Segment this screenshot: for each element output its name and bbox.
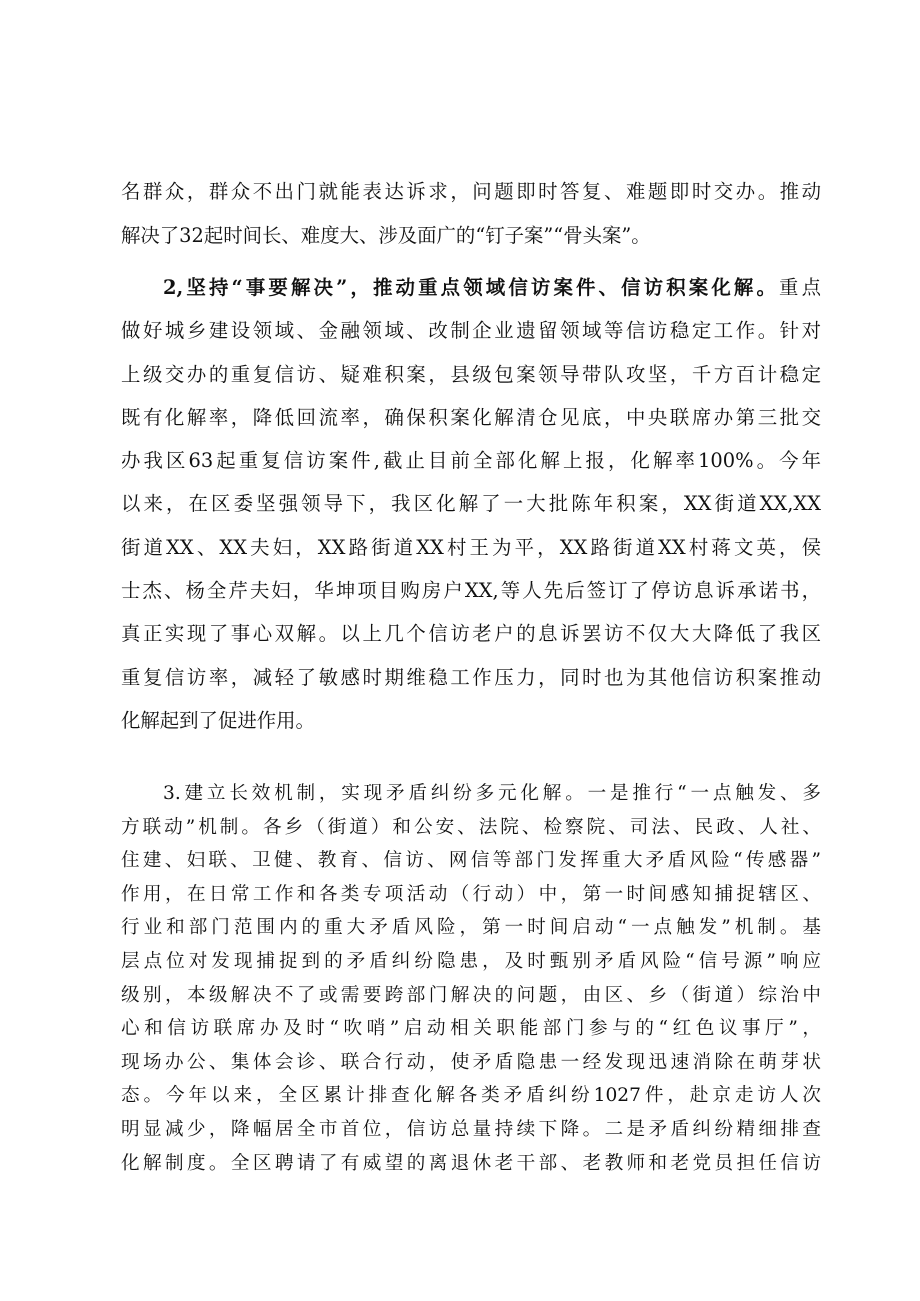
text-line: 化解制度。全区聘请了有威望的离退休老干部、老教师和老党员担任信访 [121,1152,821,1174]
text-line: 做好城乡建设领域、金融领域、改制企业遗留领域等信访稳定工作。针对 [121,319,821,343]
text-line: 办我区63起重复信访案件,截止目前全部化解上报，化解率100%。今年 [121,449,821,473]
paragraph-continuation [121,170,821,258]
text-line: 方联动”机制。各乡（街道）和公安、法院、检察院、司法、民政、人社、 [121,816,821,838]
text-line: 名群众，群众不出门就能表达诉求，问题即时答复、难题即时交办。推动 [121,180,821,203]
text-line: 层点位对发现捕捉到的矛盾纠纷隐患，及时甄别矛盾风险“信号源”响应 [121,950,821,972]
text-line: 士杰、杨全芹夫妇，华坤项目购房户XX,等人先后签订了停访息诉承诺书， [121,579,821,603]
text-line: 明显减少，降幅居全市首位，信访总量持续下降。二是矛盾纠纷精细排查 [121,1118,821,1140]
text-line: 行业和部门范围内的重大矛盾风险，第一时间启动“一点触发”机制。基 [121,917,821,939]
text-line: 态。今年以来，全区累计排查化解各类矛盾纠纷1027件，赴京走访人次 [121,1085,821,1107]
text-line: 既有化解率，降低回流率，确保积案化解清仓见底，中央联席办第三批交 [121,405,821,429]
text-line: 以来，在区委坚强领导下，我区化解了一大批陈年积案，XX街道XX,XX [121,492,821,516]
text-line: 现场办公、集体会诊、联合行动，使矛盾隐患一经发现迅速消除在萌芽状 [121,1051,821,1073]
text-line: 街道XX、XX夫妇，XX路街道XX村王为平，XX路街道XX村蒋文英，侯 [121,535,821,559]
text-line: 心和信访联席办及时“吹哨”启动相关职能部门参与的“红色议事厅”， [121,1018,821,1040]
text-line: 住建、妇联、卫健、教育、信访、网信等部门发挥重大矛盾风险“传感器” [121,850,821,872]
text-line: 3.建立长效机制，实现矛盾纠纷多元化解。一是推行“一点触发、多 [163,783,821,804]
text-line: 作用，在日常工作和各类专项活动（行动）中，第一时间感知捕捉辖区、 [121,883,821,905]
text-line: 重复信访率，减轻了敏感时期维稳工作压力，同时也为其他信访积案推动 [121,665,821,689]
text-line: 级别，本级解决不了或需要跨部门解决的问题，由区、乡（街道）综治中 [121,984,821,1006]
text-line: 解决了32起时间长、难度大、涉及面广的“钉子案”“骨头案”。 [121,224,651,247]
text-fragment: 重点 [779,276,821,299]
paragraph-long-term-mechanism [121,777,821,1180]
text-line: 真正实现了事心双解。以上几个信访老户的息诉罢访不仅大大降低了我区 [121,622,821,646]
text-line: 化解起到了促进作用。 [121,708,315,732]
paragraph-lead-heading: 2,坚持“事要解决”，推动重点领域信访案件、信访积案化解。 [163,276,780,299]
text-line: 上级交办的重复信访、疑难积案，县级包案领导带队攻坚，千方百计稳定 [121,362,821,386]
text-line [121,266,821,309]
paragraph-key-areas [121,266,821,742]
